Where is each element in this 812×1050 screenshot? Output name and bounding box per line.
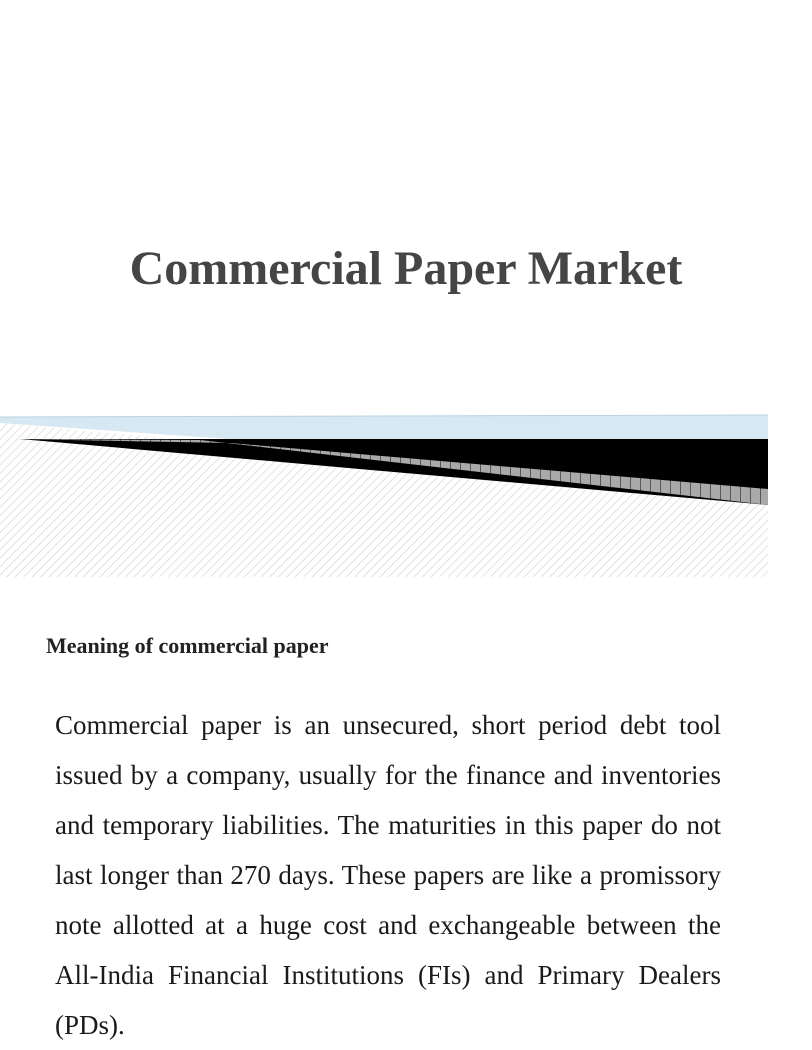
decorative-banner (0, 405, 768, 577)
section-paragraph: Commercial paper is an unsecured, short period debt tool issued by a company, usually for the finance and inventories and temporary liabilities. The maturities in this paper do not last longer than 270 days. These papers are like a promissory note allotted at a huge cost and exchangeable between the All-India Financial Institutions (FIs) and Primary Dealers (PDs). (55, 710, 721, 1040)
slide-title: Commercial Paper Market (129, 242, 683, 295)
section-heading: Meaning of commercial paper (46, 633, 329, 658)
